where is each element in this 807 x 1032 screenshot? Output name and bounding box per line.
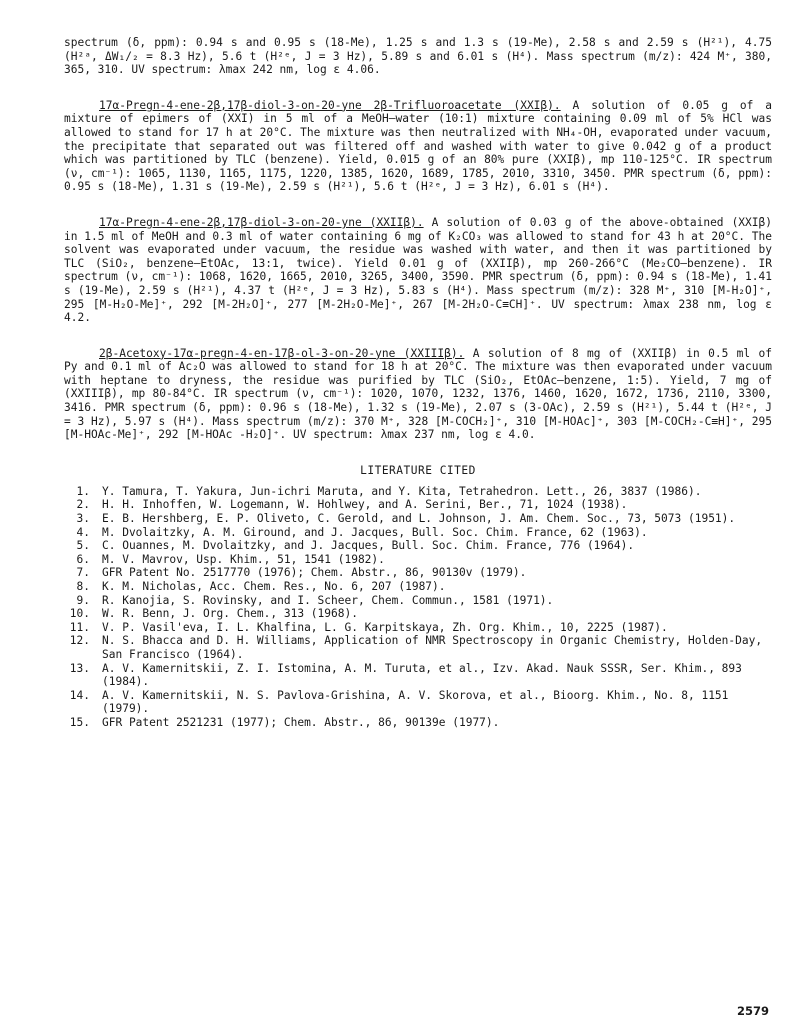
reference-number: 4. <box>76 525 90 539</box>
reference-text: W. R. Benn, J. Org. Chem., 313 (1968). <box>102 607 358 621</box>
reference-text: GFR Patent No. 2517770 (1976); Chem. Abstr., 86, 90130v (1979). <box>102 566 527 580</box>
reference-text: N. S. Bhacca and D. H. Williams, Application of NMR Spectroscopy in Organic Chemistry, Holden-Day, San Francisco (1964). <box>102 634 763 661</box>
reference-number: 3. <box>76 512 90 526</box>
paragraph-text: A solution of 0.05 g of a mixture of epimers of (XXI) in 5 ml of a MeOH—water (10:1) mixture containing 0.09 ml of 5% HCl was allowed to stand for 17 h at 20°C. The mixture was then neutralized with NH₄-OH, evaporated under vacuum, the precipitate that separated out was filtered off and washed with water to give 0.042 g of a product which was partitioned by TLC (benzene). Yield, 0.015 g of an 80% pure (XXIβ), mp 110-125°C. IR spectrum (ν, cm⁻¹): 1065, 1130, 1165, 1175, 1220, 1385, 1620, 1689, 1785, 2010, 3310, 3450. PMR spectrum (δ, ppm): 0.95 s (18-Me), 1.31 s (19-Me), 2.59 s (H²¹), 5.6 t (H²ᵉ, J = 3 Hz), 6.01 s (H⁴). <box>64 98 773 194</box>
reference-item <box>64 539 772 553</box>
reference-text: R. Kanojia, S. Rovinsky, and I. Scheer, Chem. Commun., 1581 (1971). <box>102 593 554 607</box>
paragraph-xxi-beta <box>64 99 772 194</box>
reference-list <box>64 485 772 730</box>
compound-title: 17α-Pregn-4-ene-2β,17β-diol-3-on-20-yne 2β-Trifluoroacetate (XXIβ). <box>99 98 561 112</box>
reference-text: M. V. Mavrov, Usp. Khim., 51, 1541 (1982). <box>102 552 385 566</box>
reference-item <box>64 485 772 499</box>
reference-item <box>64 526 772 540</box>
reference-item <box>64 716 772 730</box>
reference-item <box>64 580 772 594</box>
reference-item <box>64 498 772 512</box>
page-body <box>64 36 772 730</box>
paragraph-text: A solution of 8 mg of (XXIIβ) in 0.5 ml of Py and 0.1 ml of Ac₂O was allowed to stand for 18 h at 20°C. The mixture was then evaporated under vacuum with heptane to dryness, the residue was purified by TLC (SiO₂, EtOAc—benzene, 1:5). Yield, 7 mg of (XXIIIβ), mp 80-84°C. IR spectrum (ν, cm⁻¹): 1020, 1070, 1232, 1376, 1460, 1620, 1672, 1736, 2110, 3300, 3416. PMR spectrum (δ, ppm): 0.96 s (18-Me), 1.32 s (19-Me), 2.07 s (3-OAc), 2.59 s (H²¹), 5.44 t (H²ᵉ, J = 3 Hz), 5.97 s (H⁴). Mass spectrum (m/z): 370 M⁺, 328 [M-COCH₂]⁺, 310 [M-HOAc]⁺, 303 [M-COCH₂-C≡H]⁺, 295 [M-HOAc-Me]⁺, 292 [M-HOAc -H₂O]⁺. UV spectrum: λmax 237 nm, log ε 4.0. <box>64 346 773 442</box>
reference-item <box>64 689 772 716</box>
reference-number: 12. <box>69 634 90 648</box>
reference-item <box>64 607 772 621</box>
reference-text: C. Ouannes, M. Dvolaitzky, and J. Jacques, Bull. Soc. Chim. France, 776 (1964). <box>102 539 635 553</box>
reference-text: M. Dvolaitzky, A. M. Giround, and J. Jacques, Bull. Soc. Chim. France, 62 (1963). <box>102 525 648 539</box>
reference-number: 10. <box>69 607 90 621</box>
reference-number: 6. <box>76 552 90 566</box>
reference-number: 13. <box>69 661 90 675</box>
reference-text: H. H. Inhoffen, W. Logemann, W. Hohlwey, and A. Serini, Ber., 71, 1024 (1938). <box>102 498 628 512</box>
reference-number: 15. <box>69 715 90 729</box>
reference-text: A. V. Kamernitskii, N. S. Pavlova-Grishina, A. V. Skorova, et al., Bioorg. Khim., No. 8, 1151 (1979). <box>102 688 729 716</box>
reference-text: A. V. Kamernitskii, Z. I. Istomina, A. M. Turuta, et al., Izv. Akad. Nauk SSSR, Ser. Khim., 893 (1984). <box>102 661 742 689</box>
compound-title: 17α-Pregn-4-ene-2β,17β-diol-3-on-20-yne (XXIIβ). <box>99 215 424 229</box>
reference-number: 5. <box>76 539 90 553</box>
reference-text: GFR Patent 2521231 (1977); Chem. Abstr., 86, 90139e (1977). <box>102 715 500 729</box>
page-number: 2579 <box>736 1004 769 1018</box>
paragraph-xxiii-beta <box>64 347 772 442</box>
reference-text: K. M. Nicholas, Acc. Chem. Res., No. 6, 207 (1987). <box>102 580 446 593</box>
reference-number: 2. <box>76 498 90 512</box>
paragraph-xxii-beta <box>64 216 772 325</box>
reference-text: V. P. Vasil'eva, I. L. Khalfina, L. G. Karpitskaya, Zh. Org. Khim., 10, 2225 (1987). <box>102 620 668 634</box>
reference-number: 9. <box>76 593 90 607</box>
reference-text: Y. Tamura, T. Yakura, Jun-ichri Maruta, and Y. Kita, Tetrahedron. Lett., 26, 3837 (1986). <box>102 484 702 498</box>
reference-item <box>64 512 772 526</box>
paragraph-text: A solution of 0.03 g of the above-obtained (XXIβ) in 1.5 ml of MeOH and 0.3 ml of water containing 6 mg of K₂CO₃ was allowed to stand for 43 h at 20°C. The solvent was evaporated under vacuum, the residue was washed with water, and then it was partitioned by TLC (SiO₂, benzene—EtOAc, 13:1, twice). Yield 0.01 g of (XXIIβ), mp 260-266°C (Me₂CO—benzene). IR spectrum (ν, cm⁻¹): 1068, 1620, 1665, 2010, 3265, 3400, 3590. PMR spectrum (δ, ppm): 0.94 s (18-Me), 1.41 s (19-Me), 2.59 s (H²¹), 4.37 t (H²ᵉ, J = 3 Hz), 5.83 s (H⁴). Mass spectrum (m/z): 328 M⁺, 310 [M-H₂O]⁺, 295 [M-H₂O-Me]⁺, 292 [M-2H₂O]⁺, 277 [M-2H₂O-Me]⁺, 267 [M-2H₂O-C≡CH]⁺. UV spectrum: λmax 238 nm, log ε 4.2. <box>64 215 772 325</box>
reference-number: 11. <box>69 620 90 634</box>
reference-item <box>64 634 772 661</box>
reference-number: 1. <box>76 484 90 498</box>
reference-item <box>64 621 772 635</box>
reference-item <box>64 594 772 608</box>
reference-text: E. B. Hershberg, E. P. Oliveto, C. Gerold, and L. Johnson, J. Am. Chem. Soc., 73, 5073 (1951). <box>102 512 736 526</box>
reference-item <box>64 662 772 689</box>
paragraph-text: spectrum (δ, ppm): 0.94 s and 0.95 s (18-Me), 1.25 s and 1.3 s (19-Me), 2.58 s and 2.59 s (H²¹), 4.75 (H²ᵃ, ΔW₁/₂ = 8.3 Hz), 5.6 t (H²ᵉ, J = 3 Hz), 5.89 s and 6.01 s (H⁴). Mass spectrum (m/z): 424 M⁺, 380, 365, 310. UV spectrum: λmax 242 nm, log ε 4.06. <box>64 36 772 77</box>
compound-title: 2β-Acetoxy-17α-pregn-4-en-17β-ol-3-on-20-yne (XXIIIβ). <box>99 346 465 360</box>
reference-number: 14. <box>69 688 90 702</box>
reference-item <box>64 566 772 580</box>
reference-number: 7. <box>76 566 90 580</box>
paragraph-spectrum-continued <box>64 36 772 77</box>
reference-number: 8. <box>76 580 90 593</box>
reference-item <box>64 553 772 567</box>
literature-cited-heading: LITERATURE CITED <box>360 463 476 477</box>
